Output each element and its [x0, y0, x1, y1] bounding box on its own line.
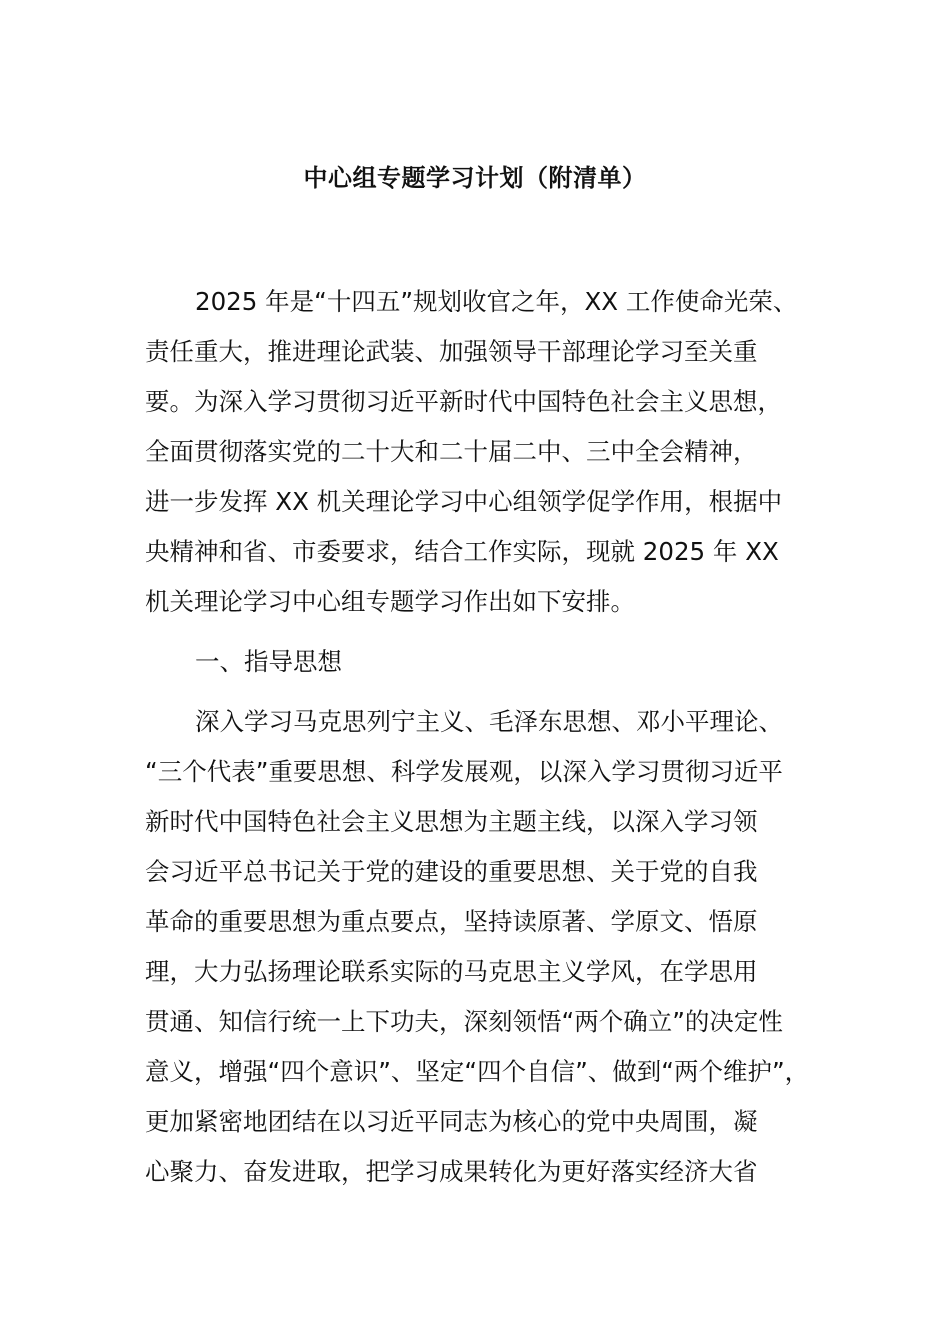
paragraph-line: 全面贯彻落实党的二十大和二十届二中、三中全会精神，: [145, 437, 758, 466]
paragraph-line: “三个代表”重要思想、科学发展观，以深入学习贯彻习近平: [145, 757, 783, 786]
paragraph-guiding-ideology: [145, 697, 810, 1197]
paragraph-gap: [145, 687, 805, 697]
document-title: 中心组专题学习计划（附清单）: [303, 164, 647, 192]
document-body: [145, 277, 810, 1197]
paragraph-line: 机关理论学习中心组专题学习作出如下安排。: [145, 587, 635, 616]
paragraph-line: 贯通、知信行统一上下功夫，深刻领悟“两个确立”的决定性: [145, 1007, 783, 1036]
paragraph-line: 深入学习马克思列宁主义、毛泽东思想、邓小平理论、: [195, 707, 783, 736]
paragraph-line: 理，大力弘扬理论联系实际的马克思主义学风，在学思用: [145, 957, 758, 986]
paragraph-line: 会习近平总书记关于党的建设的重要思想、关于党的自我: [145, 857, 758, 886]
paragraph-intro: [145, 277, 805, 627]
paragraph-line: 意义，增强“四个意识”、坚定“四个自信”、做到“两个维护”，: [145, 1057, 810, 1086]
paragraph-line: 2025 年是“十四五”规划收官之年，XX 工作使命光荣、: [195, 287, 798, 316]
paragraph-gap: [145, 627, 805, 637]
paragraph-line: 央精神和省、市委要求，结合工作实际，现就 2025 年 XX: [145, 537, 779, 566]
paragraph-line: 心聚力、奋发进取，把学习成果转化为更好落实经济大省: [145, 1157, 758, 1186]
paragraph-line: 责任重大，推进理论武装、加强领导干部理论学习至关重: [145, 337, 758, 366]
paragraph-line: 要。为深入学习贯彻习近平新时代中国特色社会主义思想，: [145, 387, 782, 416]
paragraph-line: 进一步发挥 XX 机关理论学习中心组领学促学作用，根据中: [145, 487, 783, 516]
paragraph-line: 更加紧密地团结在以习近平同志为核心的党中央周围，凝: [145, 1107, 758, 1136]
paragraph-line: 新时代中国特色社会主义思想为主题主线，以深入学习领: [145, 807, 758, 836]
paragraph-line: 革命的重要思想为重点要点，坚持读原著、学原文、悟原: [145, 907, 758, 936]
section-heading-guiding-ideology: 一、指导思想: [195, 647, 342, 676]
